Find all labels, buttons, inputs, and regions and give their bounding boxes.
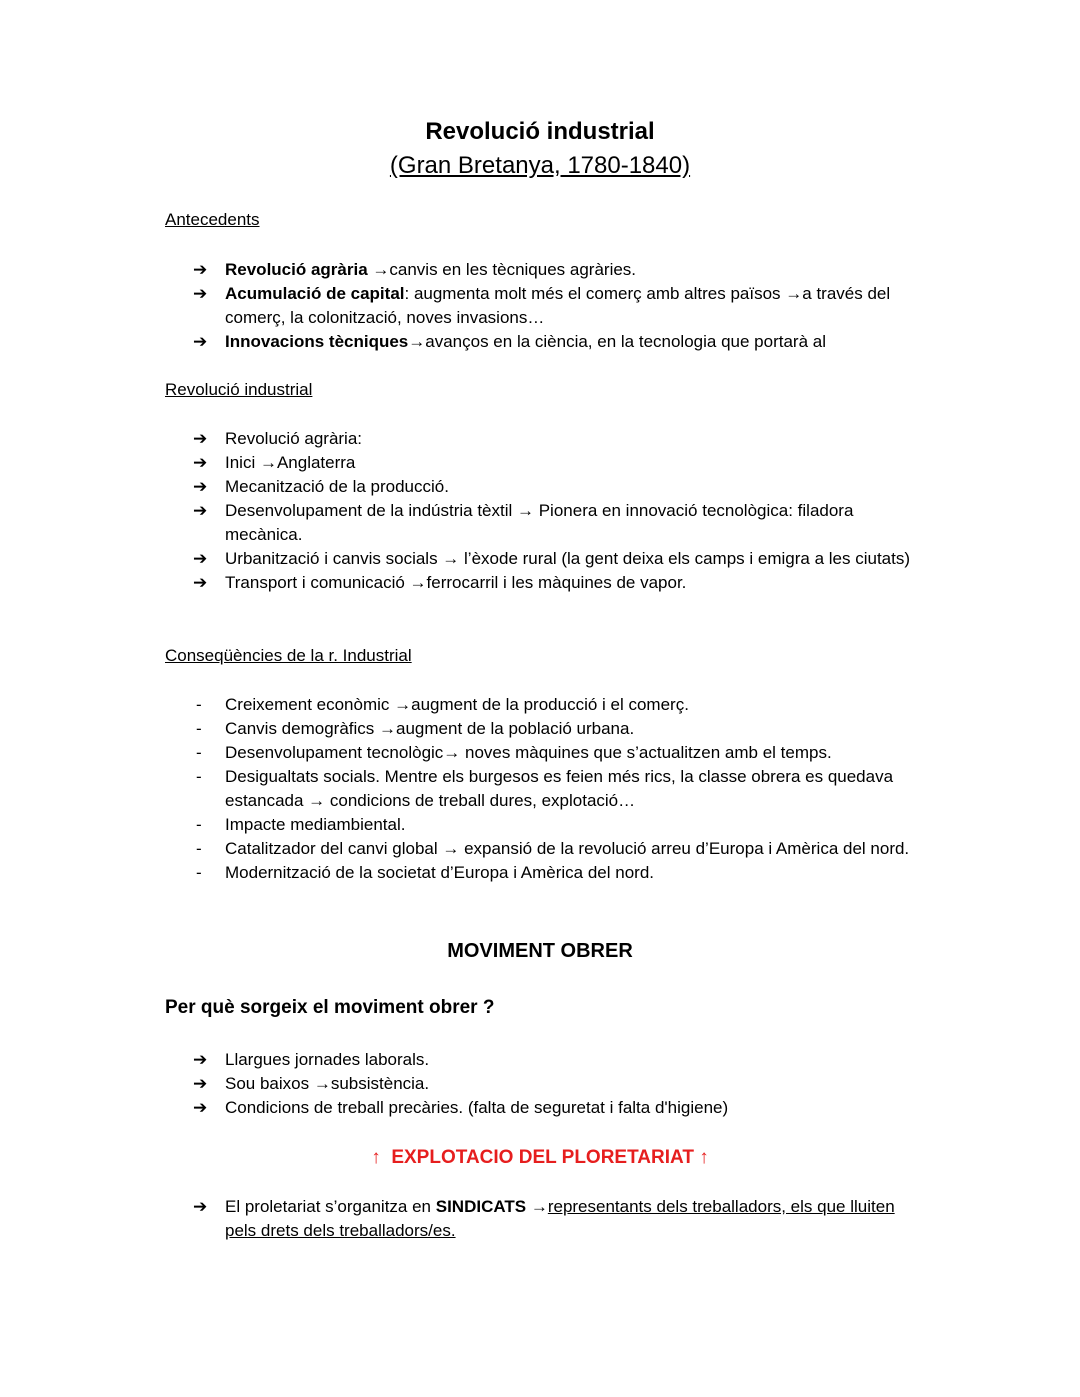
arrow-bullet-icon: ➔ [193, 1050, 208, 1069]
arrow-bullet-icon: ➔ [193, 1098, 208, 1117]
list-item: - Impacte mediambiental. [193, 813, 923, 837]
explotacio-highlight: ↑ EXPLOTACIO DEL PLORETARIAT ↑ [371, 1147, 709, 1168]
dash-bullet-icon: - [196, 719, 202, 738]
list-item: - Desenvolupament tecnològic→ noves màquines que s’actualitzen amb el temps. [193, 741, 923, 765]
list-item: - Canvis demogràfics →augment de la població urbana. [193, 717, 923, 741]
dash-bullet-icon: - [196, 767, 202, 786]
arrow-bullet-icon: ➔ [193, 1074, 208, 1093]
dash-bullet-icon: - [196, 743, 202, 762]
page-title: Revolució industrial [425, 118, 655, 145]
sindicats-list [193, 1195, 923, 1243]
list-item: - Modernització de la societat d’Europa i Amèrica del nord. [193, 861, 923, 885]
arrow-bullet-icon: ➔ [193, 332, 208, 351]
list-item: - Desigualtats socials. Mentre els burgesos es feien més rics, la classe obrera es quedava estancada → condicions de treball dures, explotació… [196, 767, 894, 810]
antecedents-heading: Antecedents [165, 210, 260, 229]
list-item: ➔ Inici →Anglaterra [193, 451, 923, 475]
moviment-list [193, 1048, 923, 1120]
revolucio-list [193, 427, 923, 595]
arrow-bullet-icon: ➔ [193, 453, 208, 472]
list-item: ➔ Transport i comunicació →ferrocarril i les màquines de vapor. [193, 571, 923, 595]
list-item: ➔ Revolució agrària →canvis en les tècniques agràries. [193, 258, 923, 282]
page-subtitle: (Gran Bretanya, 1780-1840) [389, 152, 691, 179]
list-item: - Catalitzador del canvi global → expansió de la revolució arreu d’Europa i Amèrica del nord. [193, 837, 923, 861]
dash-bullet-icon: - [196, 863, 202, 882]
list-item: ➔ Condicions de treball precàries. (falta de seguretat i falta d'higiene) [193, 1096, 923, 1120]
revolucio-heading: Revolució industrial [165, 380, 313, 399]
arrow-bullet-icon: ➔ [193, 501, 208, 520]
dash-bullet-icon: - [196, 815, 202, 834]
antecedents-list [193, 258, 923, 354]
list-item: - Creixement econòmic →augment de la producció i el comerç. [193, 693, 923, 717]
arrow-bullet-icon: ➔ [193, 260, 208, 279]
consequencies-list [193, 693, 923, 885]
consequencies-heading: Conseqüències de la r. Industrial [165, 646, 412, 665]
list-item: ➔ Revolució agrària: [193, 427, 923, 451]
list-item: ➔ El proletariat s’organitza en SINDICATS →representants dels treballadors, els que lluiten pels drets dels treballadors/es. [193, 1197, 895, 1240]
arrow-bullet-icon: ➔ [193, 573, 208, 592]
moviment-heading: MOVIMENT OBRER [447, 940, 633, 962]
list-item: ➔ Acumulació de capital: augmenta molt més el comerç amb altres països →a través del comerç, la colonització, noves invasions… [193, 284, 891, 327]
dash-bullet-icon: - [196, 695, 202, 714]
arrow-bullet-icon: ➔ [193, 429, 208, 448]
list-item: ➔ Llargues jornades laborals. [193, 1048, 923, 1072]
arrow-bullet-icon: ➔ [193, 477, 208, 496]
list-item: ➔ Desenvolupament de la indústria tèxtil → Pionera en innovació tecnològica: filadora mecànica. [193, 501, 854, 544]
list-item: ➔ Sou baixos →subsistència. [193, 1072, 923, 1096]
dash-bullet-icon: - [196, 839, 202, 858]
arrow-bullet-icon: ➔ [193, 549, 208, 568]
moviment-question: Per què sorgeix el moviment obrer ? [165, 997, 495, 1018]
list-item: ➔ Urbanització i canvis socials → l’èxode rural (la gent deixa els camps i emigra a les ciutats) [193, 547, 923, 571]
list-item: ➔ Innovacions tècniques→avanços en la ciència, en la tecnologia que portarà al [193, 330, 923, 354]
arrow-bullet-icon: ➔ [193, 1197, 208, 1216]
list-item: ➔ Mecanització de la producció. [193, 475, 923, 499]
arrow-bullet-icon: ➔ [193, 284, 208, 303]
